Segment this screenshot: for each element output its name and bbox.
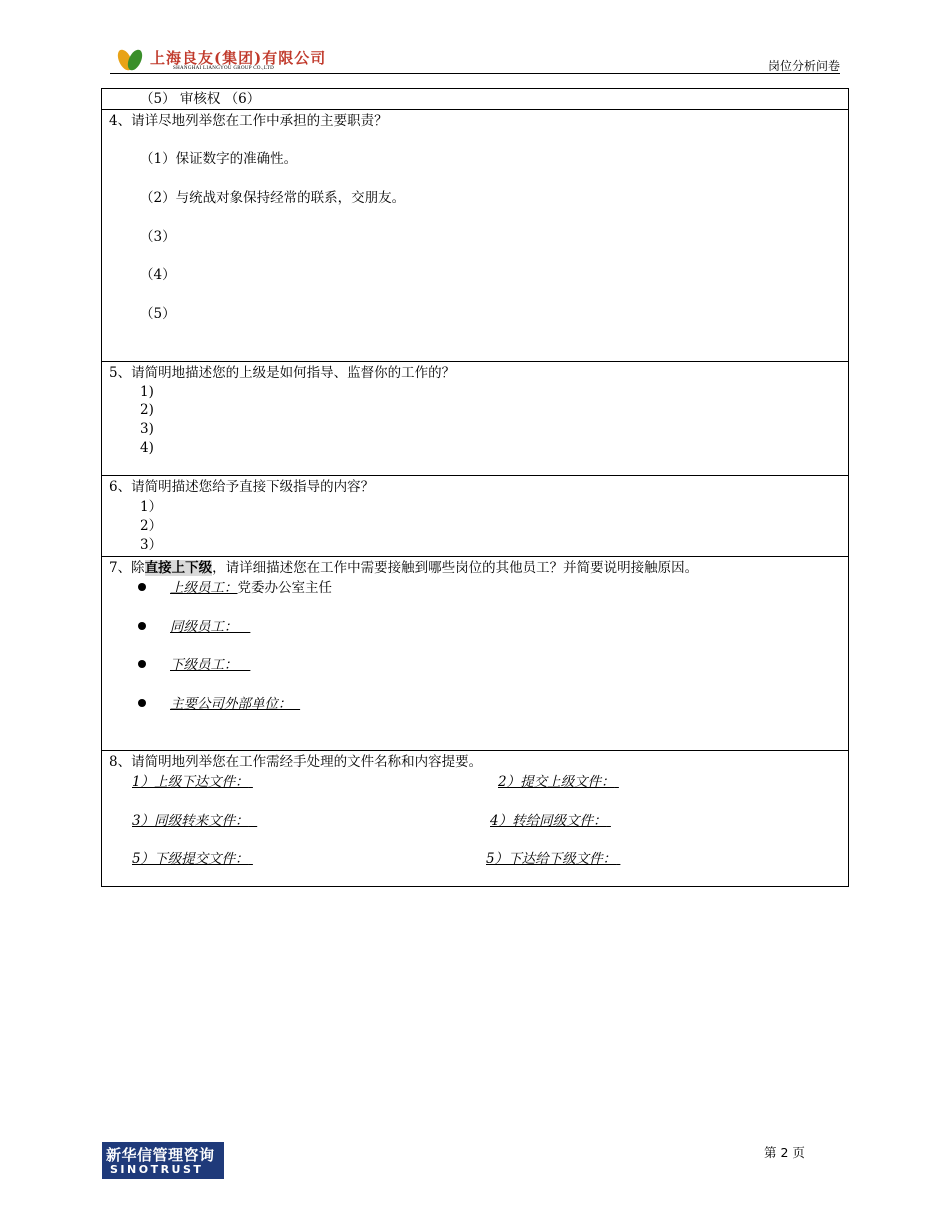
q7-item <box>170 619 250 635</box>
q4-item: （3） <box>140 229 176 245</box>
company-name: 上海良友(集团)有限公司 <box>150 49 327 67</box>
bullet-icon <box>138 699 146 707</box>
q8-right-item <box>490 813 611 829</box>
q4-item: （4） <box>140 267 176 283</box>
q7-rest: ，请详细描述您在工作中需要接触到哪些岗位的其他员工？并简要说明接触原因。 <box>212 560 699 576</box>
q8-right-item <box>498 774 619 790</box>
q6-item: 1） <box>140 499 163 515</box>
q4-question: 4、请详尽地列举您在工作中承担的主要职责？ <box>109 113 388 129</box>
q8-left-item <box>132 774 253 790</box>
q8-right-label: 2）提交上级文件： <box>498 774 615 790</box>
q6-item: 3） <box>140 537 163 553</box>
blank-line <box>607 813 611 829</box>
blank-line <box>238 619 251 635</box>
bullet-icon <box>138 622 146 630</box>
q8-right-label: 5）下达给下级文件： <box>486 851 617 867</box>
q7-item-label: 下级员工： <box>170 657 238 673</box>
document-title: 岗位分析问卷 <box>767 59 840 73</box>
q7-item <box>170 580 332 596</box>
blank-line <box>249 813 258 829</box>
company-logo-icon <box>115 46 145 72</box>
q3-tail-text: （5） 审核权 （6） <box>140 91 261 107</box>
row-divider <box>101 361 849 362</box>
blank-line <box>615 774 619 790</box>
blank-line <box>238 657 251 673</box>
q8-left-label: 5）下级提交文件： <box>132 851 249 867</box>
bullet-icon <box>138 660 146 668</box>
q5-item: 1) <box>140 384 154 400</box>
row-divider <box>101 556 849 557</box>
q8-left-label: 1）上级下达文件： <box>132 774 249 790</box>
row-divider <box>101 750 849 751</box>
q7-item-label: 主要公司外部单位： <box>170 696 292 712</box>
q8-right-item <box>486 851 620 867</box>
header-rule <box>110 73 840 74</box>
q5-question: 5、请简明地描述您的上级是如何指导、监督你的工作的？ <box>109 365 456 381</box>
q8-question: 8、请简明地列举您在工作需经手处理的文件名称和内容提要。 <box>109 754 483 770</box>
row-divider <box>101 109 849 110</box>
q8-left-label: 3）同级转来文件： <box>132 813 249 829</box>
q8-right-label: 4）转给同级文件： <box>490 813 607 829</box>
bullet-icon <box>138 583 146 591</box>
q7-item <box>170 696 300 712</box>
q8-left-item <box>132 851 253 867</box>
logo-en-text: SINOTRUST <box>110 1163 204 1176</box>
page-number: 第 2 页 <box>764 1145 805 1160</box>
q7-highlight: 直接上下级 <box>144 560 213 576</box>
q5-item: 2) <box>140 402 154 418</box>
q7-item <box>170 657 250 673</box>
q6-item: 2） <box>140 518 163 534</box>
q4-item: （2）与统战对象保持经常的联系，交朋友。 <box>140 190 406 206</box>
q7-prefix: 7、除 <box>109 560 145 576</box>
q4-item: （1）保证数字的准确性。 <box>140 151 298 167</box>
sinotrust-logo <box>102 1142 224 1179</box>
blank-line <box>249 774 253 790</box>
q7-item-label: 同级员工： <box>170 619 238 635</box>
logo-cn-text: 新华信管理咨询 <box>106 1146 215 1164</box>
company-name-en: SHANGHAI LIANGYOU GROUP CO.,LTD <box>173 66 275 71</box>
q7-question <box>109 560 698 576</box>
blank-line <box>292 696 301 712</box>
blank-line <box>249 851 253 867</box>
q7-item-label: 上级员工： <box>170 580 238 596</box>
q8-left-item <box>132 813 257 829</box>
q7-item-value: 党委办公室主任 <box>237 580 332 596</box>
q4-item: （5） <box>140 306 176 322</box>
q5-item: 3) <box>140 421 154 437</box>
q6-question: 6、请简明描述您给予直接下级指导的内容？ <box>109 479 375 495</box>
q5-item: 4) <box>140 440 154 456</box>
blank-line <box>616 851 620 867</box>
row-divider <box>101 475 849 476</box>
